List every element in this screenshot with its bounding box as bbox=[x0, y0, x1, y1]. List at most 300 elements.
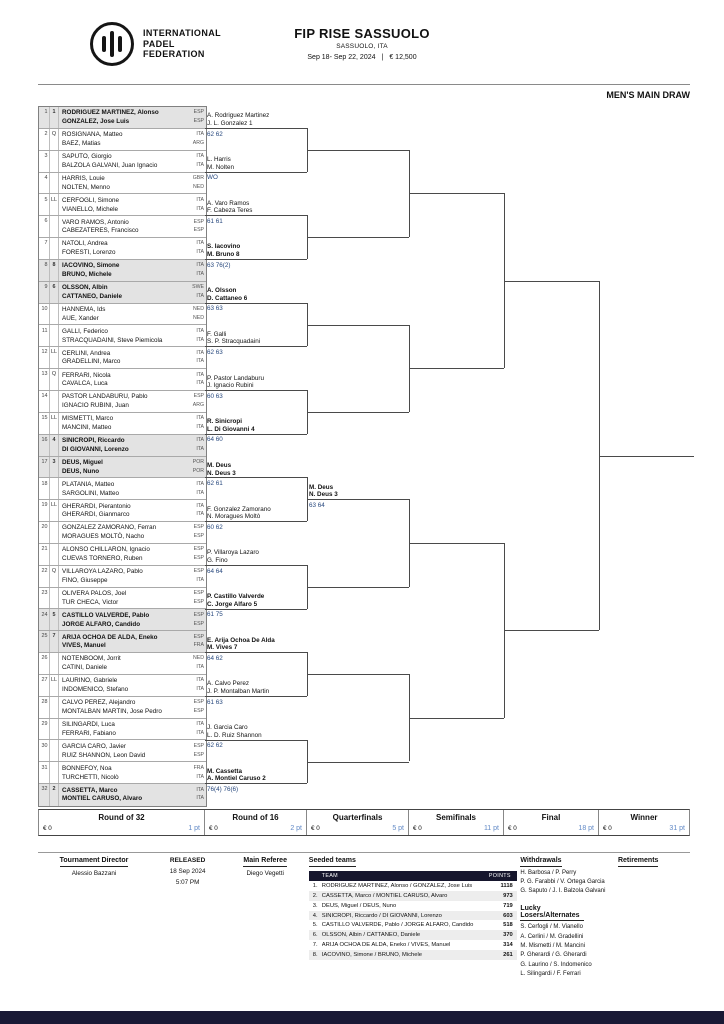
winner-player1: M. Deus bbox=[207, 461, 232, 469]
player2-country: ITA bbox=[196, 205, 204, 212]
player2-country: ESP bbox=[193, 620, 204, 627]
seed-number: 6. bbox=[312, 932, 318, 939]
player1-country: NED bbox=[193, 655, 204, 662]
player1-name: DEUS, Miguel bbox=[62, 458, 103, 466]
player1-country: FRA bbox=[193, 764, 204, 771]
bracket-line bbox=[307, 652, 308, 696]
seeded-team-row bbox=[309, 930, 517, 940]
player2-country: ARG bbox=[192, 140, 204, 147]
team-names bbox=[59, 609, 206, 630]
player2-country: ITA bbox=[196, 489, 204, 496]
player2-name: STRACQUADAINI, Steve Piemicola bbox=[62, 336, 163, 344]
seed-label bbox=[50, 762, 59, 783]
prize-money: € 12,500 bbox=[389, 54, 417, 61]
r16-match-result bbox=[207, 593, 307, 618]
team-names bbox=[59, 260, 206, 281]
player2-country: ITA bbox=[196, 292, 204, 299]
player1-name: HARRIS, Louie bbox=[62, 174, 105, 182]
seed-number: 5. bbox=[312, 922, 318, 929]
winner-player2: N. Deus 3 bbox=[309, 491, 338, 499]
match-score: 63 63 bbox=[207, 305, 223, 313]
points-value: 11 pt bbox=[483, 825, 499, 832]
player2-name: GHERARDI, Gianmarco bbox=[62, 511, 130, 519]
withdrawals-list bbox=[520, 870, 614, 896]
r32-team-cell bbox=[39, 719, 206, 741]
winner-player2: N. Moragues Moltò bbox=[207, 513, 261, 521]
seeded-table-rows bbox=[309, 881, 517, 959]
r32-team-cell bbox=[39, 544, 206, 566]
seed-number: 3. bbox=[312, 902, 318, 909]
team-names bbox=[59, 238, 206, 259]
player2-country: ITA bbox=[196, 249, 204, 256]
team-names bbox=[59, 566, 206, 587]
points-column bbox=[39, 810, 205, 835]
player1-name: MISMETTI, Marco bbox=[62, 415, 114, 423]
bracket-line bbox=[307, 565, 308, 609]
player1-name: PASTOR LANDABURU, Pablo bbox=[62, 393, 148, 401]
withdrawals-label: Withdrawals bbox=[520, 857, 561, 867]
player2-name: GRADELLINI, Marco bbox=[62, 358, 121, 366]
r16-match-result bbox=[207, 724, 307, 749]
player1-country: ITA bbox=[196, 153, 204, 160]
player1-country: ITA bbox=[196, 371, 204, 378]
draw-position: 25 bbox=[39, 631, 50, 652]
seeded-team-row bbox=[309, 901, 517, 911]
r32-team-cell bbox=[39, 391, 206, 413]
r32-team-cell bbox=[39, 435, 206, 457]
r16-match-result bbox=[207, 156, 307, 181]
withdrawal-item: P. G. Farabbi / V. Ortega Garcia bbox=[520, 878, 605, 885]
seed-number: 8. bbox=[312, 951, 318, 958]
seed-label: Q bbox=[50, 566, 59, 587]
bracket-line bbox=[307, 587, 409, 588]
player1-name: OLIVERA PALOS, Joel bbox=[62, 589, 127, 597]
match-score: 63 76(2) bbox=[207, 261, 231, 269]
seeded-team-points: 261 bbox=[503, 951, 513, 958]
player1-country: ESP bbox=[193, 589, 204, 596]
team-names bbox=[59, 413, 206, 434]
draw-position: 6 bbox=[39, 216, 50, 237]
prize-value: € 0 bbox=[311, 825, 320, 832]
player2-country: ESP bbox=[193, 598, 204, 605]
team-column-header: TEAM bbox=[321, 872, 338, 879]
player2-name: MONTALBAN MARTIN, Jose Pedro bbox=[62, 707, 162, 715]
player1-name: ARIJA OCHOA DE ALDA, Eneko bbox=[62, 633, 158, 641]
draw-position: 21 bbox=[39, 544, 50, 565]
player2-name: CAVALCA, Luca bbox=[62, 380, 108, 388]
bracket-line bbox=[307, 128, 308, 172]
match-score: 60 62 bbox=[207, 523, 223, 531]
match-score: 60 63 bbox=[207, 392, 223, 400]
team-names bbox=[59, 216, 206, 237]
player2-name: FORESTI, Lorenzo bbox=[62, 249, 116, 257]
seed-label: 3 bbox=[50, 457, 59, 478]
r32-team-cell bbox=[39, 216, 206, 238]
r32-team-cell bbox=[39, 369, 206, 391]
team-names bbox=[59, 631, 206, 652]
r32-team-cell bbox=[39, 478, 206, 500]
winner-player2: L. D. Ruiz Shannon bbox=[207, 731, 262, 739]
bracket-line bbox=[409, 674, 410, 761]
seed-label: 4 bbox=[50, 435, 59, 456]
winner-player1: A. Rodriguez Martinez bbox=[207, 112, 270, 120]
tournament-dates bbox=[162, 54, 562, 61]
player2-country: ESP bbox=[193, 533, 204, 540]
r16-match-result bbox=[207, 768, 307, 793]
player2-name: MANCINI, Matteo bbox=[62, 424, 112, 431]
draw-position: 8 bbox=[39, 260, 50, 281]
player1-country: ESP bbox=[193, 109, 204, 116]
match-score: WO bbox=[207, 174, 218, 182]
points-column bbox=[307, 810, 409, 835]
r32-team-cell bbox=[39, 107, 206, 129]
seeded-team-names: SINICROPI, Riccardo / DI GIOVANNI, Lorenzo bbox=[321, 912, 442, 919]
r16-match-result bbox=[207, 112, 307, 137]
r32-team-cell bbox=[39, 740, 206, 762]
player1-name: NOTENBOOM, Jorrit bbox=[62, 655, 121, 663]
player1-country: ESP bbox=[193, 546, 204, 553]
seed-label: 6 bbox=[50, 282, 59, 303]
seed-label bbox=[50, 522, 59, 543]
main-referee-label: Main Referee bbox=[243, 857, 287, 867]
seed-label bbox=[50, 151, 59, 172]
draw-position: 31 bbox=[39, 762, 50, 783]
winner-player2: L. Di Giovanni 4 bbox=[207, 425, 255, 433]
bracket-line bbox=[504, 630, 599, 631]
bracket-line bbox=[409, 368, 504, 369]
winner-player1: J. Garcia Caro bbox=[207, 724, 248, 732]
bracket-line bbox=[307, 215, 308, 259]
player1-country: ESP bbox=[193, 524, 204, 531]
team-names bbox=[59, 478, 206, 499]
winner-player2: J. P. Montalban Martin bbox=[207, 688, 270, 696]
player2-name: FINO, Giuseppe bbox=[62, 576, 108, 584]
player2-country: FRA bbox=[193, 642, 204, 649]
draw-position: 30 bbox=[39, 740, 50, 761]
r16-match-result bbox=[207, 375, 307, 400]
seed-label bbox=[50, 588, 59, 609]
team-names bbox=[59, 391, 206, 412]
r16-match-result bbox=[207, 287, 307, 312]
points-column bbox=[599, 810, 689, 835]
winner-player1: F. Galli bbox=[207, 330, 227, 338]
player2-name: AUE, Xander bbox=[62, 314, 99, 322]
player2-name: FERRARI, Fabiano bbox=[62, 729, 116, 737]
seed-label bbox=[50, 216, 59, 237]
r32-team-cell bbox=[39, 194, 206, 216]
seed-label: 1 bbox=[50, 107, 59, 128]
draw-position: 3 bbox=[39, 151, 50, 172]
match-score: 61 61 bbox=[207, 217, 223, 225]
draw-label: MEN'S MAIN DRAW bbox=[606, 90, 690, 100]
team-names bbox=[59, 719, 206, 740]
round-name: Final bbox=[541, 813, 561, 822]
player1-country: ITA bbox=[196, 502, 204, 509]
draw-position: 22 bbox=[39, 566, 50, 587]
player1-country: ESP bbox=[193, 568, 204, 575]
seeded-team-names: ARIJA OCHOA DE ALDA, Eneko / VIVES, Manuel bbox=[321, 941, 451, 948]
player1-country: SWE bbox=[192, 284, 204, 291]
r32-team-cell bbox=[39, 522, 206, 544]
team-names bbox=[59, 107, 206, 128]
match-score: 64 60 bbox=[207, 436, 223, 444]
player2-name: IGNACIO RUBINI, Juan bbox=[62, 402, 129, 410]
team-names bbox=[59, 675, 206, 696]
r32-team-cell bbox=[39, 588, 206, 610]
winner-player2: S. P. Stracquadaini bbox=[207, 338, 261, 346]
r32-team-cell bbox=[39, 609, 206, 631]
player1-country: ITA bbox=[196, 786, 204, 793]
seeded-team-names: IACOVINO, Simone / BRUNO, Michele bbox=[321, 951, 422, 958]
player1-country: ITA bbox=[196, 677, 204, 684]
prize-value: € 0 bbox=[603, 825, 612, 832]
bracket-line bbox=[307, 674, 409, 675]
seed-label bbox=[50, 238, 59, 259]
match-score: 62 61 bbox=[207, 480, 223, 488]
player1-name: NATOLI, Andrea bbox=[62, 240, 108, 248]
draw-position: 16 bbox=[39, 435, 50, 456]
player1-country: ITA bbox=[196, 349, 204, 356]
bracket-line bbox=[307, 762, 409, 763]
r32-team-cell bbox=[39, 282, 206, 304]
player1-name: BONNEFOY, Noa bbox=[62, 764, 112, 772]
draw-position: 11 bbox=[39, 325, 50, 346]
r32-team-cell bbox=[39, 675, 206, 697]
seed-label bbox=[50, 304, 59, 325]
round-name: Round of 16 bbox=[232, 813, 279, 822]
seeded-team-row bbox=[309, 881, 517, 891]
player1-name: ROSIGNANA, Matteo bbox=[62, 131, 123, 139]
winner-player1: P. Castillo Valverde bbox=[207, 593, 265, 601]
bracket-line bbox=[409, 718, 504, 719]
points-value: 18 pt bbox=[578, 825, 594, 832]
player1-name: PLATANIA, Matteo bbox=[62, 480, 115, 488]
player1-country: ITA bbox=[196, 437, 204, 444]
points-value: 2 pt bbox=[290, 825, 302, 832]
retirements-label: Retirements bbox=[618, 857, 658, 867]
draw-position: 10 bbox=[39, 304, 50, 325]
ipf-logo-text: INTERNATIONAL PADEL FEDERATION bbox=[143, 28, 222, 60]
r16-match-result bbox=[207, 680, 307, 705]
bracket-line bbox=[307, 237, 409, 238]
player1-name: SINICROPI, Riccardo bbox=[62, 437, 125, 445]
seeded-team-names: CASTILLO VALVERDE, Pablo / JORGE ALFARO, Candido bbox=[321, 922, 474, 929]
points-table bbox=[38, 809, 690, 836]
withdrawal-item: H. Barbosa / P. Perry bbox=[520, 869, 577, 876]
player2-name: DEUS, Nuno bbox=[62, 467, 100, 475]
footer bbox=[38, 852, 690, 981]
player2-name: TUR CHECA, Victor bbox=[62, 598, 119, 606]
points-value: 1 pt bbox=[188, 825, 200, 832]
r16-match-result bbox=[207, 200, 307, 225]
team-names bbox=[59, 762, 206, 783]
seeded-team-names: OLSSON, Albin / CATTANEO, Daniele bbox=[321, 932, 421, 939]
winner-player1: M. Deus bbox=[309, 483, 334, 491]
draw-position: 1 bbox=[39, 107, 50, 128]
winner-player1: R. Sinicropi bbox=[207, 418, 242, 426]
match-score: 64 62 bbox=[207, 654, 223, 662]
player1-country: ESP bbox=[193, 218, 204, 225]
bracket-line bbox=[307, 325, 409, 326]
player2-name: CABEZATERES, Francisco bbox=[62, 227, 139, 235]
seeded-team-points: 518 bbox=[503, 922, 513, 929]
prize-value: € 0 bbox=[413, 825, 422, 832]
player2-country: ITA bbox=[196, 729, 204, 736]
ipf-logo-icon bbox=[88, 18, 136, 70]
r16-match-result bbox=[207, 506, 307, 531]
player1-name: VILLAROYA LAZARO, Pablo bbox=[62, 568, 143, 576]
seeded-team-row bbox=[309, 950, 517, 960]
player2-country: ITA bbox=[196, 358, 204, 365]
draw-position: 20 bbox=[39, 522, 50, 543]
separator: | bbox=[381, 54, 384, 61]
seed-label: LL bbox=[50, 500, 59, 521]
player2-country: ESP bbox=[193, 227, 204, 234]
team-names bbox=[59, 194, 206, 215]
player2-country: ITA bbox=[196, 445, 204, 452]
points-column bbox=[409, 810, 504, 835]
draw-position: 9 bbox=[39, 282, 50, 303]
r16-match-result bbox=[207, 637, 307, 662]
team-names bbox=[59, 151, 206, 172]
team-names bbox=[59, 544, 206, 565]
team-names bbox=[59, 325, 206, 346]
player1-name: CERFOGLI, Simone bbox=[62, 196, 120, 204]
player2-country: ITA bbox=[196, 773, 204, 780]
player2-country: ITA bbox=[196, 576, 204, 583]
bracket-line bbox=[409, 150, 410, 237]
r16-match-result bbox=[207, 331, 307, 356]
seeded-team-row bbox=[309, 920, 517, 930]
tournament-location: SASSUOLO, ITA bbox=[336, 43, 388, 50]
winner-player1: P. Pastor Landaburu bbox=[207, 374, 264, 382]
seeded-team-points: 603 bbox=[503, 912, 513, 919]
retirements-block bbox=[618, 857, 690, 981]
match-score: 76(4) 76(6) bbox=[207, 786, 239, 794]
team-names bbox=[59, 173, 206, 194]
r32-team-cell bbox=[39, 238, 206, 260]
seeded-team-row bbox=[309, 940, 517, 950]
winner-player2: C. Jorge Alfaro 5 bbox=[207, 600, 258, 608]
winner-player2: G. Fino bbox=[207, 556, 228, 564]
player1-name: FERRARI, Nicola bbox=[62, 371, 111, 379]
player2-name: CATINI, Daniele bbox=[62, 664, 108, 672]
seed-number: 2. bbox=[312, 892, 318, 899]
seed-number: 7. bbox=[312, 941, 318, 948]
bracket-line bbox=[504, 281, 599, 282]
winner-player1: P. Villaroya Lazaro bbox=[207, 549, 259, 557]
main-draw-bracket bbox=[38, 106, 694, 807]
header-divider bbox=[38, 84, 690, 85]
player1-country: ITA bbox=[196, 196, 204, 203]
winner-player2: N. Deus 3 bbox=[207, 469, 236, 477]
points-value: 31 pt bbox=[669, 825, 685, 832]
round-of-32-column bbox=[38, 106, 207, 807]
winner-player2: M. Bruno 8 bbox=[207, 251, 240, 259]
winner-player1: E. Arija Ochoa De Alda bbox=[207, 636, 275, 644]
draw-position: 32 bbox=[39, 784, 50, 806]
r32-team-cell bbox=[39, 325, 206, 347]
lucky-losers-label: Lucky Losers/Alternates bbox=[520, 905, 584, 922]
seed-label: LL bbox=[50, 194, 59, 215]
player1-name: CALVO PEREZ, Alejandro bbox=[62, 699, 136, 707]
r32-team-cell bbox=[39, 347, 206, 369]
draw-position: 5 bbox=[39, 194, 50, 215]
winner-player2: M. Nolten bbox=[207, 163, 234, 171]
bracket-line bbox=[409, 325, 410, 412]
player2-country: NED bbox=[193, 314, 204, 321]
r32-team-cell bbox=[39, 500, 206, 522]
player2-name: MONTIEL CARUSO, Alvaro bbox=[62, 795, 143, 803]
player2-name: BALZOLA GALVANI, Juan Ignacio bbox=[62, 161, 158, 169]
winner-player1: M. Cassetta bbox=[207, 767, 242, 775]
player2-name: GONZALEZ, Jose Luis bbox=[62, 118, 130, 126]
player1-country: ITA bbox=[196, 415, 204, 422]
seeded-team-row bbox=[309, 911, 517, 921]
player2-country: ESP bbox=[193, 707, 204, 714]
seeded-team-points: 314 bbox=[503, 941, 513, 948]
prize-value: € 0 bbox=[508, 825, 517, 832]
team-names bbox=[59, 522, 206, 543]
points-column-header: POINTS bbox=[488, 872, 511, 879]
match-score: 63 64 bbox=[309, 501, 325, 509]
round-name: Round of 32 bbox=[98, 813, 145, 822]
seed-label bbox=[50, 653, 59, 674]
player2-country: ITA bbox=[196, 795, 204, 802]
seed-label: Q bbox=[50, 369, 59, 390]
draw-position: 26 bbox=[39, 653, 50, 674]
winner-player2: J. L. Gonzalez 1 bbox=[207, 119, 253, 127]
r16-match-result bbox=[207, 549, 307, 574]
player1-country: ESP bbox=[193, 393, 204, 400]
lucky-loser-item: P. Gherardi / G. Gherardi bbox=[520, 952, 587, 959]
lucky-loser-item: G. Laurino / S. Indomenico bbox=[520, 961, 592, 968]
seed-label bbox=[50, 544, 59, 565]
match-score: 62 62 bbox=[207, 130, 223, 138]
player1-name: RODRIGUEZ MARTINEZ, Alonso bbox=[62, 109, 159, 117]
winner-player1: F. Gonzalez Zamorano bbox=[207, 505, 271, 513]
draw-position: 19 bbox=[39, 500, 50, 521]
seeded-team-names: DEUS, Miguel / DEUS, Nuno bbox=[321, 902, 397, 909]
draw-position: 15 bbox=[39, 413, 50, 434]
player1-name: OLSSON, Albin bbox=[62, 284, 108, 292]
seed-label bbox=[50, 173, 59, 194]
released-time: 5:07 PM bbox=[175, 879, 200, 886]
seed-label bbox=[50, 391, 59, 412]
player2-name: CUEVAS TORNERO, Ruben bbox=[62, 555, 143, 563]
match-score: 61 75 bbox=[207, 611, 223, 619]
player1-name: GHERARDI, Pierantonio bbox=[62, 502, 131, 510]
seeded-team-row bbox=[309, 891, 517, 901]
player1-country: ESP bbox=[193, 611, 204, 618]
player2-country: ESP bbox=[193, 555, 204, 562]
withdrawal-item: G. Saputo / J. I. Balzola Galvani bbox=[520, 888, 606, 895]
bracket-line bbox=[504, 193, 505, 368]
player1-name: LAURINO, Gabriele bbox=[62, 677, 118, 685]
seeded-team-names: CASSETTA, Marco / MONTIEL CARUSO, Alvaro bbox=[321, 892, 448, 899]
tournament-director-name: Alessio Bazzani bbox=[71, 869, 117, 877]
released-label: RELEASED bbox=[169, 857, 206, 864]
player2-name: MORAGUES MOLTÒ, Nacho bbox=[62, 533, 145, 541]
bracket-line bbox=[599, 456, 694, 457]
bracket-line bbox=[409, 499, 410, 586]
lucky-loser-item: L. Silingardi / F. Ferrari bbox=[520, 971, 581, 978]
player2-name: VIVES, Manuel bbox=[62, 642, 106, 650]
bracket-line bbox=[307, 740, 308, 784]
player1-country: ITA bbox=[196, 240, 204, 247]
player1-country: ITA bbox=[196, 480, 204, 487]
bottom-bar bbox=[0, 1011, 724, 1024]
